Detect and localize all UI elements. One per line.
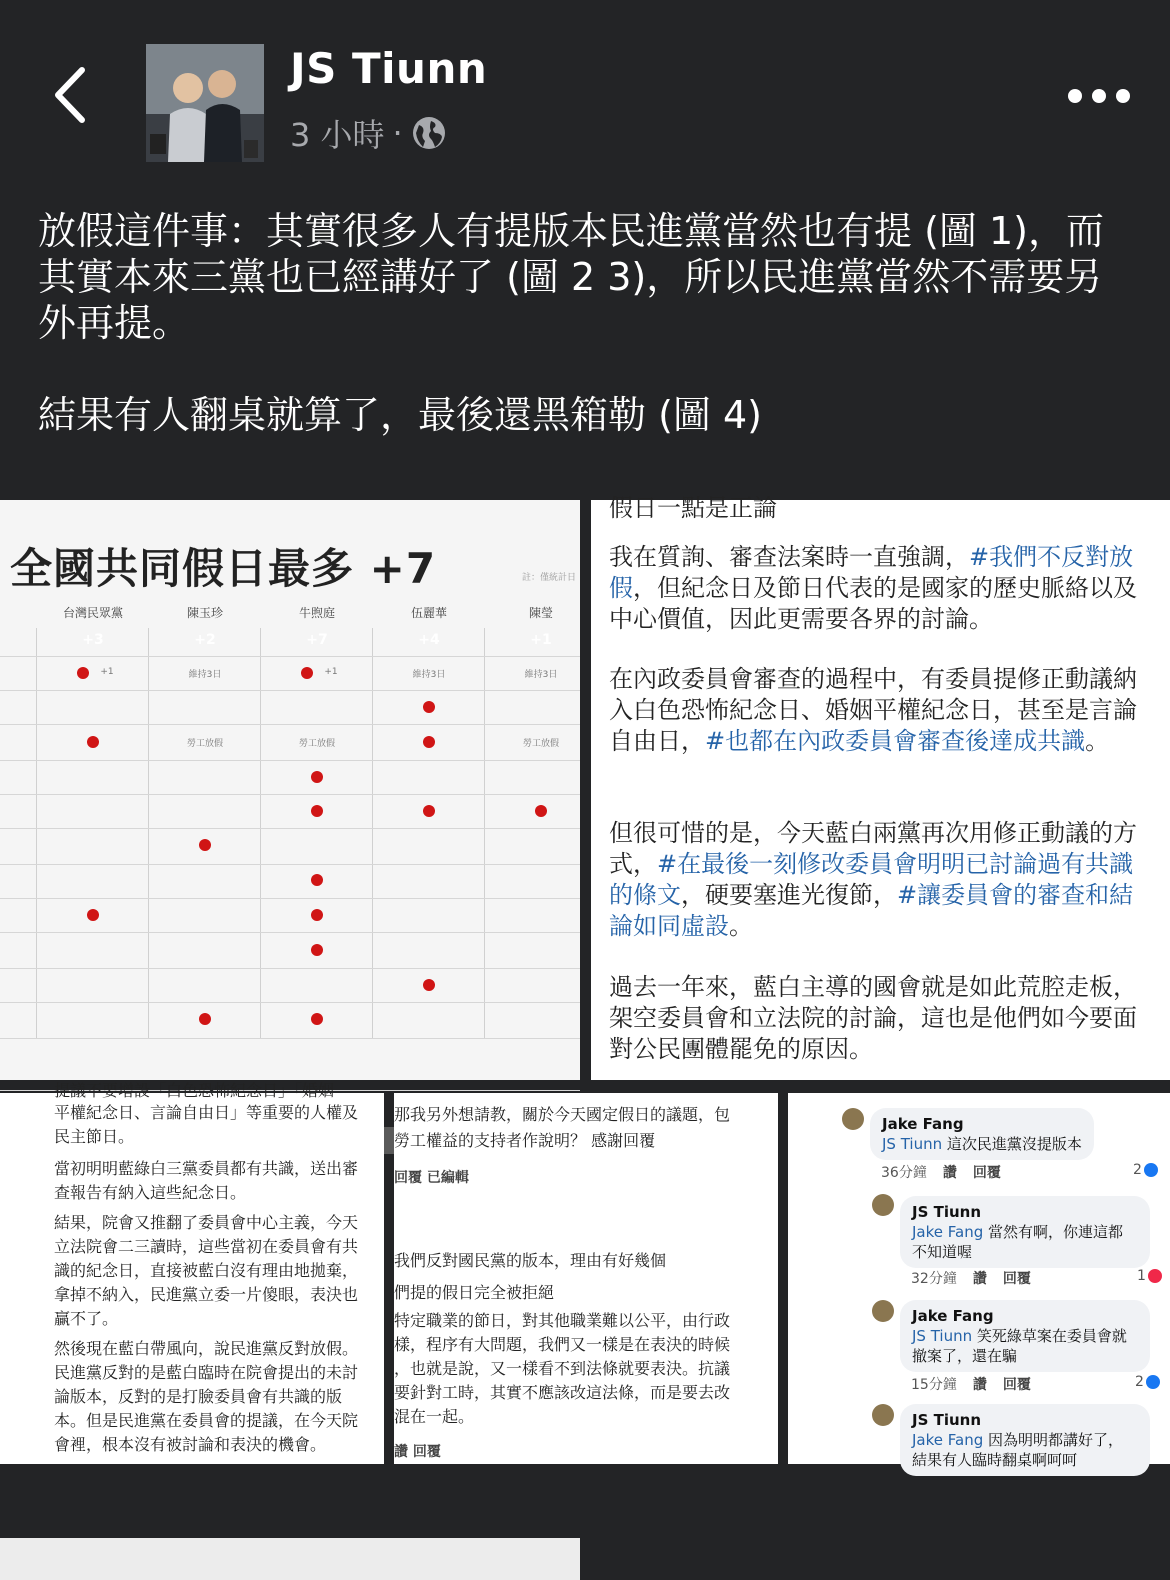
table-gridline bbox=[0, 724, 580, 725]
post-paragraph: 放假這件事：其實很多人有提版本民進黨當然也有提 (圖 1)，而其實本來三黨也已經講好了 (圖 2 3)，所以民進黨當然不需要另外再提。 bbox=[38, 209, 1104, 345]
reaction-count: 2 bbox=[1135, 1374, 1144, 1390]
table-column-name: 陳玉珍 bbox=[186, 606, 223, 620]
comment-bubble bbox=[870, 1108, 1094, 1160]
text: 。 bbox=[1085, 727, 1110, 755]
table-cell-text: +1 bbox=[324, 667, 338, 677]
table-mark-dot bbox=[311, 909, 323, 921]
comment-actions[interactable]: 讚 回覆 bbox=[394, 1444, 441, 1460]
hashtag-link[interactable]: #也都在內政委員會審查後達成共識 bbox=[705, 727, 1086, 755]
table-mark-dot bbox=[423, 805, 435, 817]
hashtag-link[interactable]: #在最後一刻修改委員會明明已討論過有共識的條文 bbox=[609, 850, 1134, 909]
post-image-5[interactable] bbox=[788, 1093, 1170, 1469]
image-paragraph: 當初明明藍綠白三黨委員都有共識，送出審查報告有納入這些紀念日。 bbox=[54, 1159, 359, 1202]
comment-mention[interactable]: JS Tiunn bbox=[882, 1135, 943, 1153]
table-cell-text: 勞工放假 bbox=[298, 739, 335, 749]
post-paragraph: 結果有人翻桌就算了，最後還黑箱勒 (圖 4) bbox=[38, 393, 762, 437]
table-mark-dot bbox=[423, 736, 435, 748]
table-mark-dot bbox=[311, 874, 323, 886]
table-column-value: +2 bbox=[194, 632, 216, 648]
table-mark-dot bbox=[535, 805, 547, 817]
image-paragraph bbox=[609, 818, 1154, 942]
cut-text: 假日一點是正論 bbox=[609, 494, 777, 522]
post-image-4[interactable] bbox=[394, 1093, 778, 1464]
comment-line: 樣，程序有大問題，我們又一樣是在表決的時候 bbox=[394, 1335, 731, 1354]
comment-meta bbox=[881, 1162, 1001, 1182]
post-text bbox=[38, 208, 1138, 438]
post-time[interactable]: 3 小時 bbox=[290, 116, 385, 154]
post-meta bbox=[290, 110, 447, 156]
commenter-name[interactable]: Jake Fang bbox=[912, 1307, 994, 1325]
comment-bubble bbox=[900, 1196, 1150, 1268]
image-paragraph: 平權紀念日、言論自由日」等重要的人權及民主節日。 bbox=[54, 1103, 359, 1146]
hashtag-link[interactable]: #我們不反對放假 bbox=[609, 543, 1134, 602]
text: 我在質詢、審查法案時一直強調， bbox=[609, 543, 969, 571]
comment-reactions[interactable] bbox=[1135, 1374, 1160, 1390]
text: ，但紀念日及節日代表的是國家的歷史脈絡以及中心價值，因此更需要各界的討論。 bbox=[609, 574, 1137, 633]
table-gridline bbox=[0, 1002, 580, 1003]
comment-text: 當然有啊，你連這都不知道喔 bbox=[912, 1223, 1124, 1261]
cut-text: 提議不要增設「白色恐怖紀念日」「婚姻 bbox=[54, 1081, 335, 1100]
table-cell-text: 維持3日 bbox=[524, 670, 558, 680]
comment-mention[interactable]: Jake Fang bbox=[912, 1431, 984, 1449]
comment-time: 15分鐘 bbox=[911, 1377, 957, 1393]
table-mark-dot bbox=[87, 909, 99, 921]
post-image-3[interactable] bbox=[0, 1081, 384, 1464]
comment-line: 混在一起。 bbox=[394, 1407, 475, 1426]
reaction-count: 2 bbox=[1133, 1162, 1142, 1178]
comment-line: 那我另外想請教，關於今天國定假日的議題，包 bbox=[394, 1105, 731, 1124]
table-gridline bbox=[0, 968, 580, 969]
table-mark-dot bbox=[423, 701, 435, 713]
comment-reply-button[interactable]: 回覆 bbox=[1002, 1377, 1031, 1393]
image-paragraph bbox=[609, 664, 1154, 757]
table-cell-text: 維持3日 bbox=[412, 670, 446, 680]
comment-like-button[interactable]: 讚 bbox=[972, 1377, 987, 1393]
more-dot-icon bbox=[1068, 89, 1082, 103]
comment-like-button[interactable]: 讚 bbox=[942, 1165, 957, 1181]
globe-icon bbox=[411, 115, 447, 151]
post-image-1[interactable] bbox=[0, 500, 580, 1080]
table-gridline bbox=[0, 794, 580, 795]
table-column-name: 伍麗華 bbox=[410, 606, 447, 620]
table-mark-dot bbox=[311, 944, 323, 956]
avatar[interactable] bbox=[146, 44, 264, 162]
comment-bubble bbox=[900, 1300, 1150, 1372]
image-paragraph: 過去一年來，藍白主導的國會就是如此荒腔走板，架空委員會和立法院的討論，這也是他們如今要面對公民團體罷免的原因。 bbox=[609, 973, 1137, 1063]
table-mark-dot bbox=[87, 736, 99, 748]
comment-time: 32分鐘 bbox=[911, 1271, 957, 1287]
table-cell-text: 勞工放假 bbox=[186, 739, 223, 749]
author-name[interactable]: JS Tiunn bbox=[290, 44, 488, 93]
comment-actions[interactable]: 回覆 已編輯 bbox=[394, 1170, 469, 1186]
commenter-avatar[interactable] bbox=[872, 1300, 894, 1322]
text: 在內政委員會審查的過程中，有委員提修正動議納入白色恐怖紀念日、婚姻平權紀念日，甚至是言論自由日， bbox=[609, 665, 1137, 755]
hashtag-link[interactable]: #讓委員會的審查和結論如同虛設 bbox=[609, 881, 1134, 940]
table-mark-dot bbox=[311, 805, 323, 817]
chevron-left-icon bbox=[48, 62, 98, 128]
meta-separator: · bbox=[392, 114, 403, 152]
commenter-name[interactable]: JS Tiunn bbox=[912, 1411, 982, 1429]
commenter-avatar[interactable] bbox=[872, 1404, 894, 1426]
back-button[interactable] bbox=[48, 62, 98, 128]
text: 。 bbox=[729, 912, 753, 940]
comment-line: 我們反對國民黨的版本，理由有好幾個 bbox=[394, 1251, 667, 1270]
more-dot-icon bbox=[1092, 89, 1106, 103]
like-reaction-icon bbox=[1146, 1375, 1160, 1389]
table-note: 註：僅統計日 bbox=[522, 573, 577, 583]
table-gridline bbox=[0, 828, 580, 829]
image-paragraph: 然後現在藍白帶風向，說民進黨反對放假。民進黨反對的是藍白臨時在院會提出的未討論版本，反對的是打臉委員會有共識的版本。但是民進黨在委員會的提議，在今天院會裡，根本沒有被討論和表決的機會。 bbox=[54, 1339, 359, 1454]
comment-meta bbox=[911, 1374, 1031, 1394]
comment-line: 要針對工時，其實不應該改這法條，而是要去改 bbox=[394, 1383, 731, 1402]
image-paragraph bbox=[609, 542, 1154, 635]
table-gridline bbox=[0, 760, 580, 761]
comment-like-button[interactable]: 讚 bbox=[972, 1271, 987, 1287]
comment-reactions[interactable] bbox=[1133, 1162, 1158, 1178]
table-mark-dot bbox=[311, 1013, 323, 1025]
table-cell-text: +1 bbox=[100, 667, 114, 677]
post-image-2[interactable] bbox=[591, 494, 1170, 1080]
comment-line: 特定職業的節日，對其他職業難以公平，由行政 bbox=[394, 1311, 731, 1330]
comment-line: ，也就是說，又一樣看不到法條就要表決。抗議 bbox=[394, 1359, 731, 1378]
comment-bubble bbox=[900, 1404, 1150, 1476]
like-reaction-icon bbox=[1144, 1163, 1158, 1177]
table-column-name: 陳瑩 bbox=[528, 606, 553, 620]
table-column-value: +7 bbox=[306, 632, 328, 648]
table-column-name: 台灣民眾黨 bbox=[62, 606, 123, 620]
comment-text: 笑死綠草案在委員會就撤案了，還在騙 bbox=[912, 1327, 1127, 1365]
commenter-avatar[interactable] bbox=[872, 1194, 894, 1216]
comment-reply-button[interactable]: 回覆 bbox=[1002, 1271, 1031, 1287]
table-footer bbox=[0, 1538, 580, 1580]
comment-meta bbox=[911, 1268, 1031, 1288]
profile-photo bbox=[146, 44, 264, 162]
text: ，硬要塞進光復節， bbox=[681, 881, 897, 909]
text: 但很可惜的是，今天藍白兩黨再次用修正動議的方式， bbox=[609, 819, 1137, 878]
table-cell-text: 勞工放假 bbox=[522, 739, 559, 749]
table-gridline bbox=[0, 898, 580, 899]
table-mark-dot bbox=[311, 771, 323, 783]
table-gridline bbox=[0, 690, 580, 691]
table-gridline bbox=[0, 656, 580, 657]
table-mark-dot bbox=[199, 839, 211, 851]
commenter-name[interactable]: Jake Fang bbox=[882, 1115, 964, 1133]
more-dot-icon bbox=[1116, 89, 1130, 103]
table-gridline bbox=[0, 932, 580, 933]
table-column-value: +3 bbox=[82, 632, 104, 648]
table-mark-dot bbox=[423, 979, 435, 991]
comment-reply-button[interactable]: 回覆 bbox=[972, 1165, 1001, 1181]
commenter-name[interactable]: JS Tiunn bbox=[912, 1203, 982, 1221]
table-mark-dot bbox=[199, 1013, 211, 1025]
comment-text: 這次民進黨沒提版本 bbox=[942, 1135, 1082, 1153]
comment-time: 36分鐘 bbox=[881, 1165, 927, 1181]
reaction-count: 1 bbox=[1137, 1268, 1146, 1284]
table-cell-text: 維持3日 bbox=[188, 670, 222, 680]
commenter-avatar[interactable] bbox=[842, 1108, 864, 1130]
comment-text: 因為明明都講好了，結果有人臨時翻桌啊呵呵 bbox=[912, 1431, 1124, 1469]
table-gridline bbox=[0, 1038, 580, 1039]
table-column-name: 牛煦庭 bbox=[298, 606, 335, 620]
comment-line: 們提的假日完全被拒絕 bbox=[394, 1283, 555, 1302]
comment-reactions[interactable] bbox=[1137, 1268, 1162, 1284]
table-column-value: +4 bbox=[418, 632, 440, 648]
love-reaction-icon bbox=[1148, 1269, 1162, 1283]
more-options-button[interactable] bbox=[1068, 84, 1130, 108]
table-gridline bbox=[0, 864, 580, 865]
image-paragraph: 結果，院會又推翻了委員會中心主義，今天立法院會二三讀時，這些當初在委員會有共識的紀念日，直接被藍白沒有理由地拋棄，拿掉不納入，民進黨立委一片傻眼，表決也贏不了。 bbox=[54, 1213, 359, 1328]
table-column-value: +1 bbox=[530, 632, 552, 648]
comment-mention[interactable]: JS Tiunn bbox=[912, 1327, 973, 1345]
table-title: 全國共同假日最多 +7 bbox=[10, 544, 437, 593]
comment-line: 勞工權益的支持者作說明？ 感謝回覆 bbox=[394, 1131, 656, 1150]
comment-mention[interactable]: Jake Fang bbox=[912, 1223, 984, 1241]
